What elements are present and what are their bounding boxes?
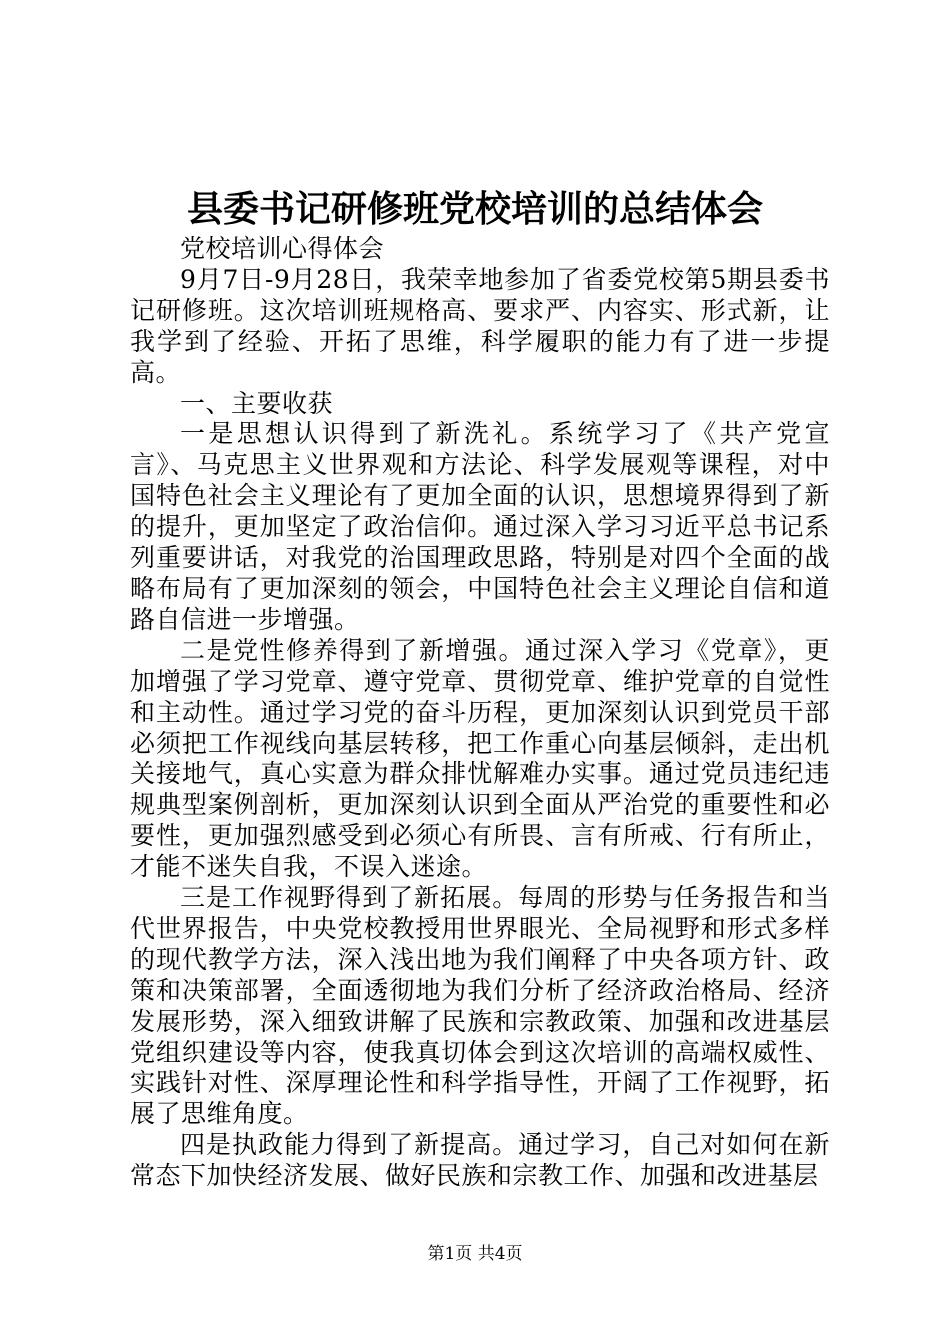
paragraph-3: 三是工作视野得到了新拓展。每周的形势与任务报告和当代世界报告，中央党校教授用世界眼光、全局视野和形式多样的现代教学方法，深入浅出地为我们阐释了中央各项方针、政策和决策部署，全面透彻地为我们分析了经济政治格局、经济发展形势，深入细致讲解了民族和宗教政策、加强和改进基层党组织建设等内容，使我真切体会到这次培训的高端权威性、实践针对性、深厚理论性和科学指导性，开阔了工作视野，拓展了思维角度。 [130,883,830,1129]
page-footer: 第1页 共4页 [427,1244,523,1264]
section-heading: 一、主要收获 [180,388,334,418]
paragraph-1: 一是思想认识得到了新洗礼。系统学习了《共产党宣言》、马克思主义世界观和方法论、科学发展观等课程，对中国特色社会主义理论有了更加全面的认识，思想境界得到了新的提升，更加坚定了政治信仰。通过深入学习习近平总书记系列重要讲话，对我党的治国理政思路，特别是对四个全面的战略布局有了更加深刻的领会，中国特色社会主义理论自信和道路自信进一步增强。 [130,419,830,634]
paragraph-intro: 9月7日-9月28日，我荣幸地参加了省委党校第5期县委书记研修班。这次培训班规格高、要求严、内容实、形式新，让我学到了经验、开拓了思维，科学履职的能力有了进一步提高。 [130,264,830,387]
document-title: 县委书记研修班党校培训的总结体会 [186,188,763,230]
document-body [130,234,830,1192]
paragraph-subtitle: 党校培训心得体会 [180,234,385,263]
paragraph-4: 四是执政能力得到了新提高。通过学习，自己对如何在新常态下加快经济发展、做好民族和宗教工作、加强和改进基层 [130,1130,830,1191]
paragraph-2: 二是党性修养得到了新增强。通过深入学习《党章》，更加增强了学习党章、遵守党章、贯彻党章、维护党章的自觉性和主动性。通过学习党的奋斗历程，更加深刻认识到党员干部必须把工作视线向基层转移，把工作重心向基层倾斜，走出机关接地气，真心实意为群众排忧解难办实事。通过党员违纪违规典型案例剖析，更加深刻认识到全面从严治党的重要性和必要性，更加强烈感受到必须心有所畏、言有所戒、行有所止，才能不迷失自我，不误入迷途。 [130,635,830,882]
